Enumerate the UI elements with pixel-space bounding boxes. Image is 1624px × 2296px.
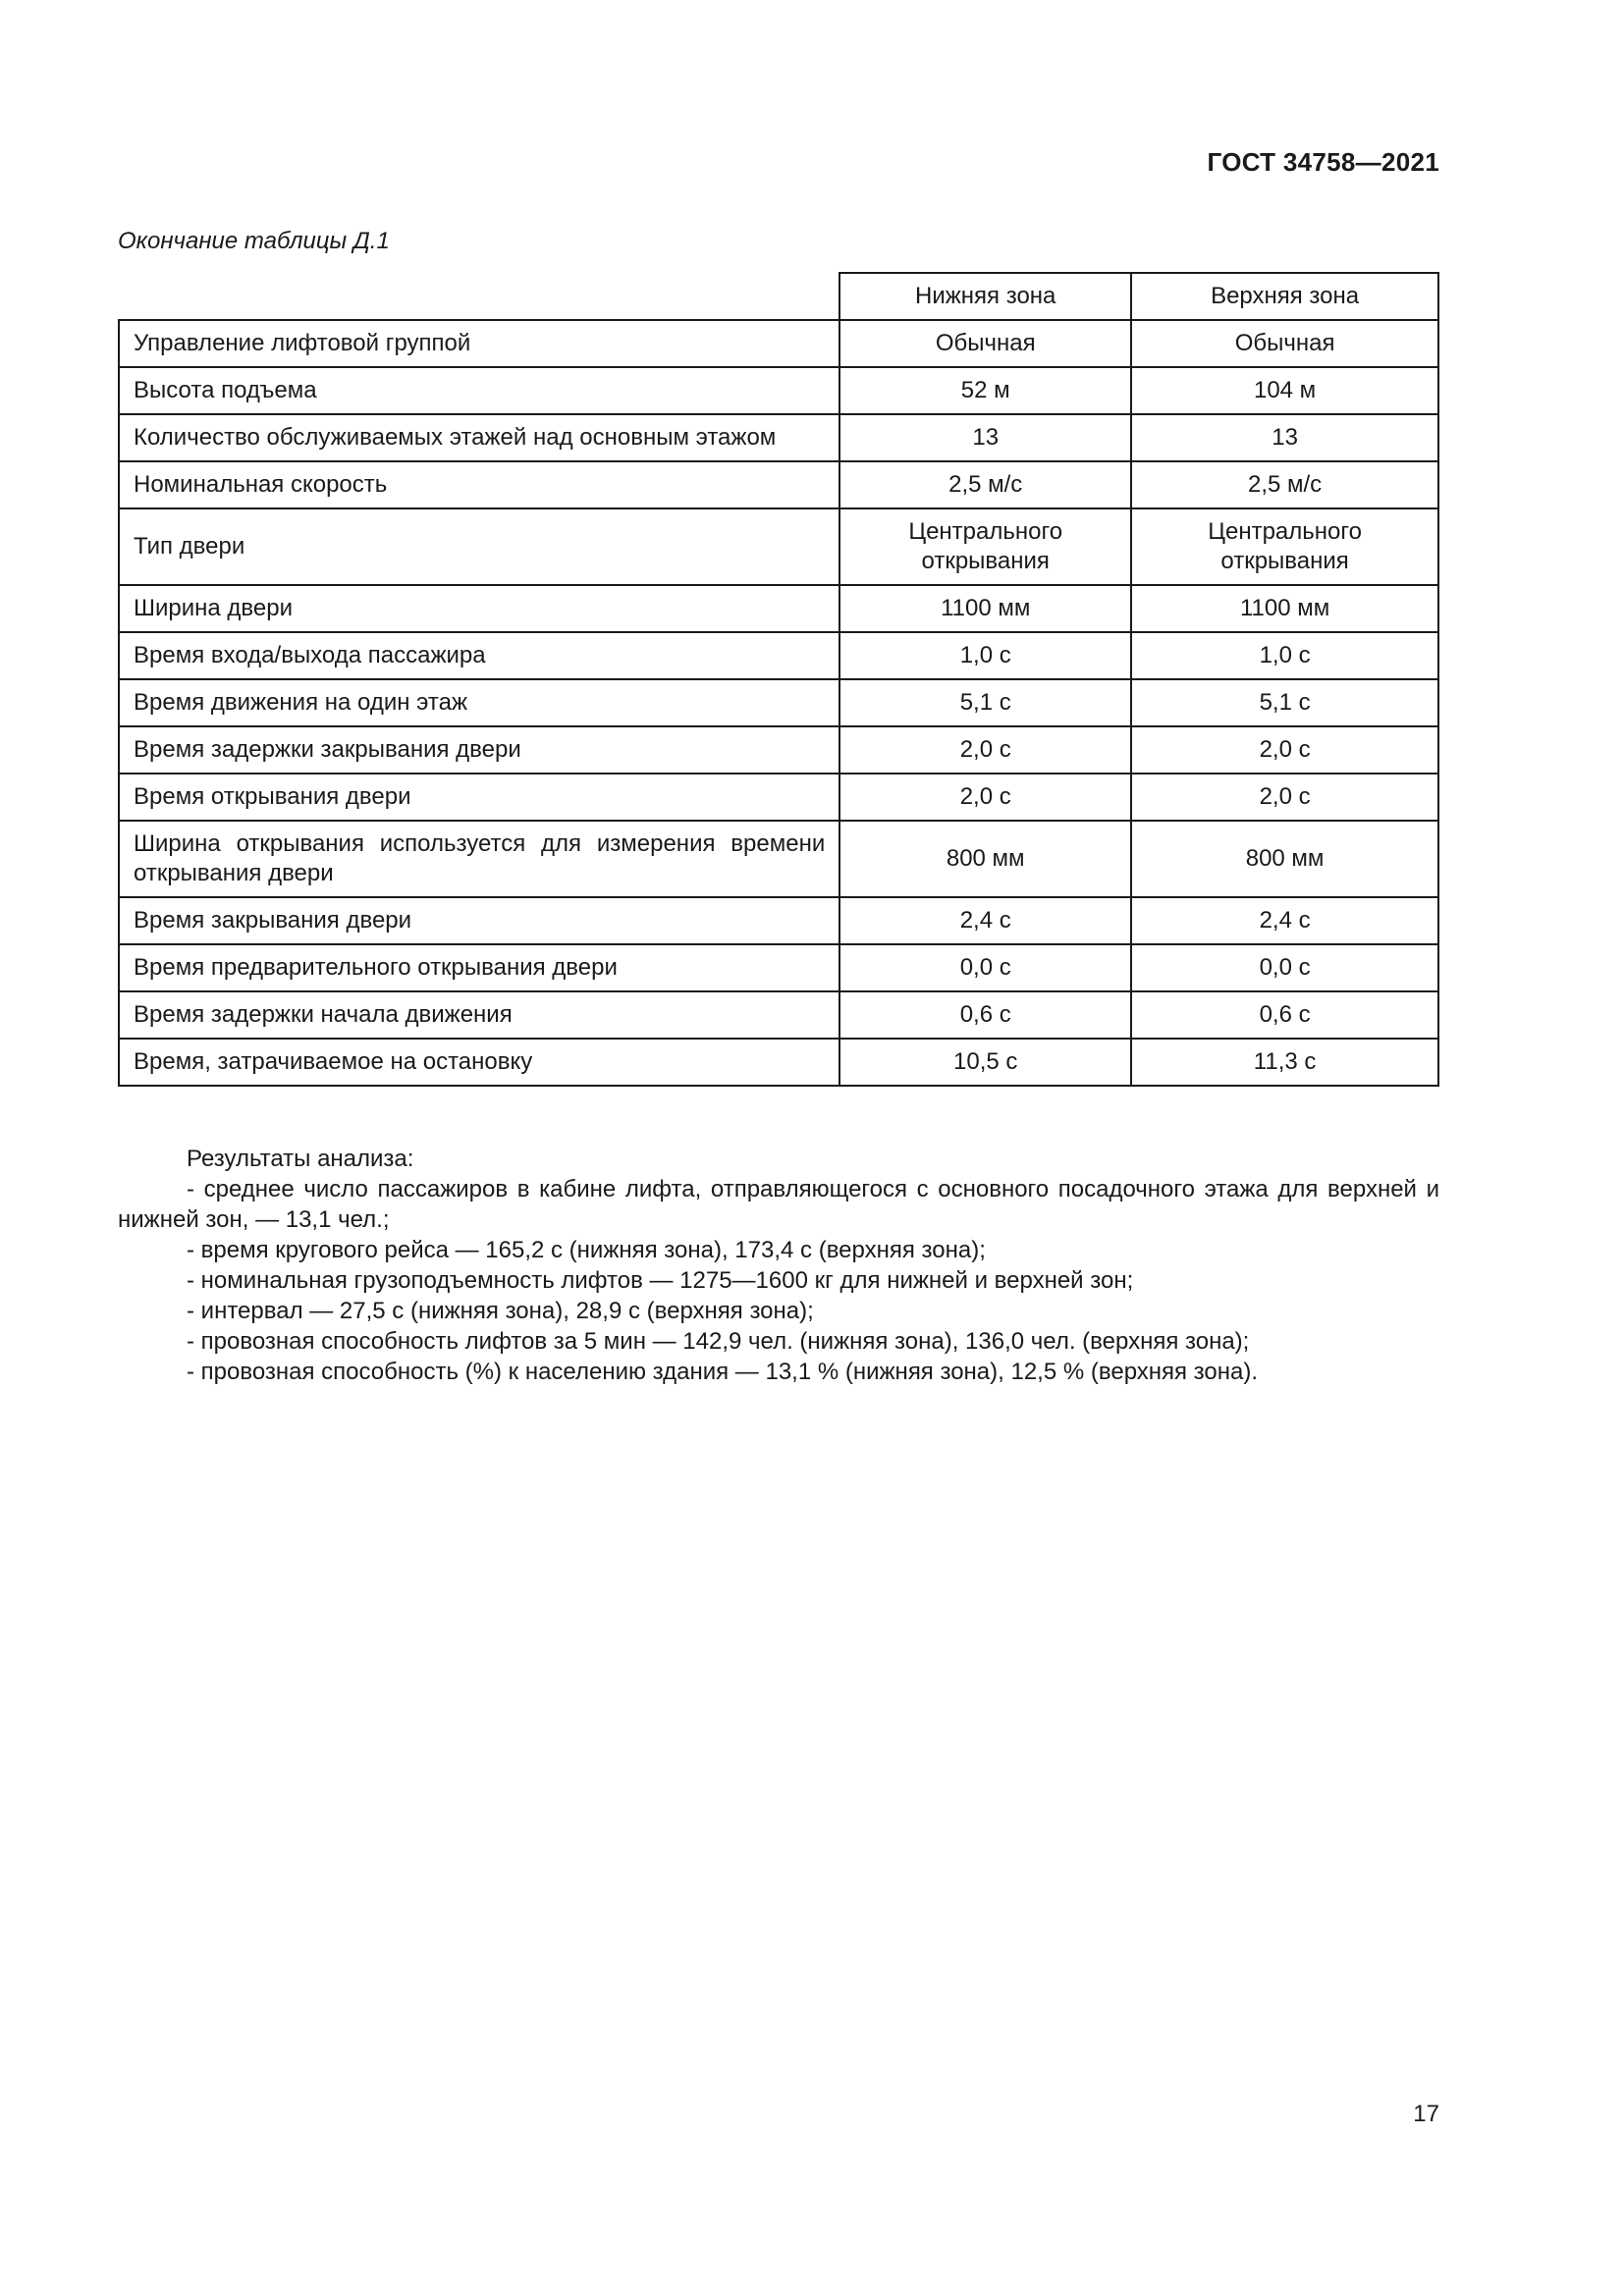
table-row [119,991,1438,1039]
table-row [119,821,1438,897]
table-caption: Окончание таблицы Д.1 [118,228,390,254]
row-label: Время открывания двери [119,774,839,821]
table-row [119,367,1438,414]
row-label: Время закрывания двери [119,897,839,944]
lower-zone-value: 2,5 м/с [839,461,1131,508]
result-item: - интервал — 27,5 с (нижняя зона), 28,9 с (верхняя зона); [187,1298,814,1324]
row-label: Номинальная скорость [119,461,839,508]
lower-zone-value: 1100 мм [839,585,1131,632]
table-row [119,585,1438,632]
lower-zone-value: 13 [839,414,1131,461]
results-title: Результаты анализа: [187,1146,414,1172]
lower-zone-value: Центрального открывания [839,508,1131,585]
upper-zone-value: 2,0 с [1131,726,1438,774]
upper-zone-value: 5,1 с [1131,679,1438,726]
column-header-lower-zone: Нижняя зона [839,273,1131,320]
row-label: Время предварительного открывания двери [119,944,839,991]
table-row [119,726,1438,774]
row-label: Время задержки начала движения [119,991,839,1039]
row-label: Тип двери [119,508,839,585]
document-code: ГОСТ 34758—2021 [1207,147,1439,177]
lower-zone-value: 0,0 с [839,944,1131,991]
result-item: - номинальная грузоподъемность лифтов — 1275—1600 кг для нижней и верхней зон; [187,1267,1134,1294]
row-label: Время, затрачиваемое на остановку [119,1039,839,1086]
table-row [119,944,1438,991]
header-empty-cell [119,273,839,320]
analysis-results [118,1144,1439,1387]
table-row [119,679,1438,726]
column-header-upper-zone: Верхняя зона [1131,273,1438,320]
table-row [119,414,1438,461]
lower-zone-value: 2,0 с [839,726,1131,774]
upper-zone-value: 2,5 м/с [1131,461,1438,508]
row-label: Высота подъема [119,367,839,414]
row-label: Ширина двери [119,585,839,632]
table-row [119,774,1438,821]
upper-zone-value: 800 мм [1131,821,1438,897]
lower-zone-value: 1,0 с [839,632,1131,679]
upper-zone-value: 0,6 с [1131,991,1438,1039]
row-label: Управление лифтовой группой [119,320,839,367]
result-item: - провозная способность (%) к населению здания — 13,1 % (нижняя зона), 12,5 % (верхняя зона). [187,1359,1259,1385]
table-row [119,1039,1438,1086]
lower-zone-value: 5,1 с [839,679,1131,726]
upper-zone-value: Обычная [1131,320,1438,367]
lower-zone-value: 2,0 с [839,774,1131,821]
row-label: Ширина открывания используется для измерения времени открывания двери [119,821,839,897]
lower-zone-value: 0,6 с [839,991,1131,1039]
upper-zone-value: 104 м [1131,367,1438,414]
table-row [119,508,1438,585]
result-item: - провозная способность лифтов за 5 мин — 142,9 чел. (нижняя зона), 136,0 чел. (верхняя зона); [187,1328,1250,1355]
lower-zone-value: 10,5 с [839,1039,1131,1086]
row-label: Количество обслуживаемых этажей над основным этажом [119,414,839,461]
table-row [119,461,1438,508]
lower-zone-value: 52 м [839,367,1131,414]
result-item: - время кругового рейса — 165,2 с (нижняя зона), 173,4 с (верхняя зона); [187,1237,986,1263]
upper-zone-value: 0,0 с [1131,944,1438,991]
upper-zone-value: 13 [1131,414,1438,461]
upper-zone-value: 11,3 с [1131,1039,1438,1086]
table-row [119,632,1438,679]
upper-zone-value: Центрального открывания [1131,508,1438,585]
table-header-row [119,273,1438,320]
parameters-table [118,272,1439,1087]
table-row [119,897,1438,944]
upper-zone-value: 2,0 с [1131,774,1438,821]
row-label: Время движения на один этаж [119,679,839,726]
row-label: Время задержки закрывания двери [119,726,839,774]
upper-zone-value: 2,4 с [1131,897,1438,944]
page-number: 17 [1413,2101,1439,2127]
upper-zone-value: 1,0 с [1131,632,1438,679]
lower-zone-value: 2,4 с [839,897,1131,944]
row-label: Время входа/выхода пассажира [119,632,839,679]
table-row [119,320,1438,367]
lower-zone-value: Обычная [839,320,1131,367]
result-item: - среднее число пассажиров в кабине лифта, отправляющегося с основного посадочного этажа для верхней и нижней зон, — 13,1 чел.; [118,1176,1439,1233]
lower-zone-value: 800 мм [839,821,1131,897]
upper-zone-value: 1100 мм [1131,585,1438,632]
